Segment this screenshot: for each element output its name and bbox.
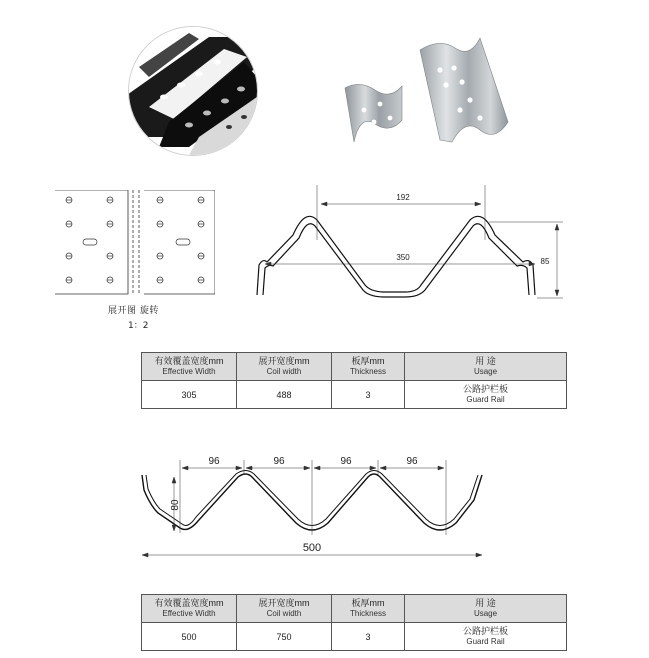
flat-pattern-caption: 展开图 旋转 bbox=[108, 306, 159, 316]
header-effective-width: 有效覆盖宽度mm Effective Width bbox=[142, 595, 237, 623]
table-row bbox=[142, 623, 567, 651]
table-header-row bbox=[142, 353, 567, 381]
spec-table-305 bbox=[141, 352, 567, 409]
guard-rail-panels-photo bbox=[340, 30, 515, 150]
dim-96-4: 96 bbox=[406, 456, 418, 467]
cell-usage: 公路护栏板 Guard Rail bbox=[405, 381, 567, 409]
header-thickness: 板厚mm Thickness bbox=[332, 595, 405, 623]
cell-effective-width: 305 bbox=[142, 381, 237, 409]
header-thickness: 板厚mm Thickness bbox=[332, 353, 405, 381]
header-usage: 用 途 Usage bbox=[405, 595, 567, 623]
dim-350: 350 bbox=[396, 253, 410, 262]
flat-pattern-drawing bbox=[55, 190, 215, 295]
dim-80: 80 bbox=[170, 499, 181, 511]
cell-usage: 公路护栏板 Guard Rail bbox=[405, 623, 567, 651]
cell-thickness: 3 bbox=[332, 381, 405, 409]
slot-hole bbox=[83, 239, 97, 245]
dim-96-3: 96 bbox=[340, 456, 352, 467]
dim-192: 192 bbox=[396, 193, 410, 202]
cell-thickness: 3 bbox=[332, 623, 405, 651]
dim-96-1: 96 bbox=[208, 456, 220, 467]
table-row bbox=[142, 381, 567, 409]
cell-coil-width: 488 bbox=[237, 381, 332, 409]
header-effective-width: 有效覆盖宽度mm Effective Width bbox=[142, 353, 237, 381]
profile-drawing-500 bbox=[128, 445, 498, 570]
cell-effective-width: 500 bbox=[142, 623, 237, 651]
header-coil-width: 展开宽度mm Coil width bbox=[237, 595, 332, 623]
profile-drawing-305 bbox=[245, 180, 575, 305]
scale-label: 1：2 bbox=[128, 321, 149, 331]
header-coil-width: 展开宽度mm Coil width bbox=[237, 353, 332, 381]
spec-table-500 bbox=[141, 594, 567, 651]
header-usage: 用 途 Usage bbox=[405, 353, 567, 381]
cell-coil-width: 750 bbox=[237, 623, 332, 651]
dim-500: 500 bbox=[302, 542, 322, 554]
dim-85: 85 bbox=[540, 257, 550, 266]
dim-96-2: 96 bbox=[273, 456, 285, 467]
guard-rail-closeup-photo bbox=[128, 26, 258, 156]
slot-hole bbox=[176, 239, 190, 245]
table-header-row bbox=[142, 595, 567, 623]
